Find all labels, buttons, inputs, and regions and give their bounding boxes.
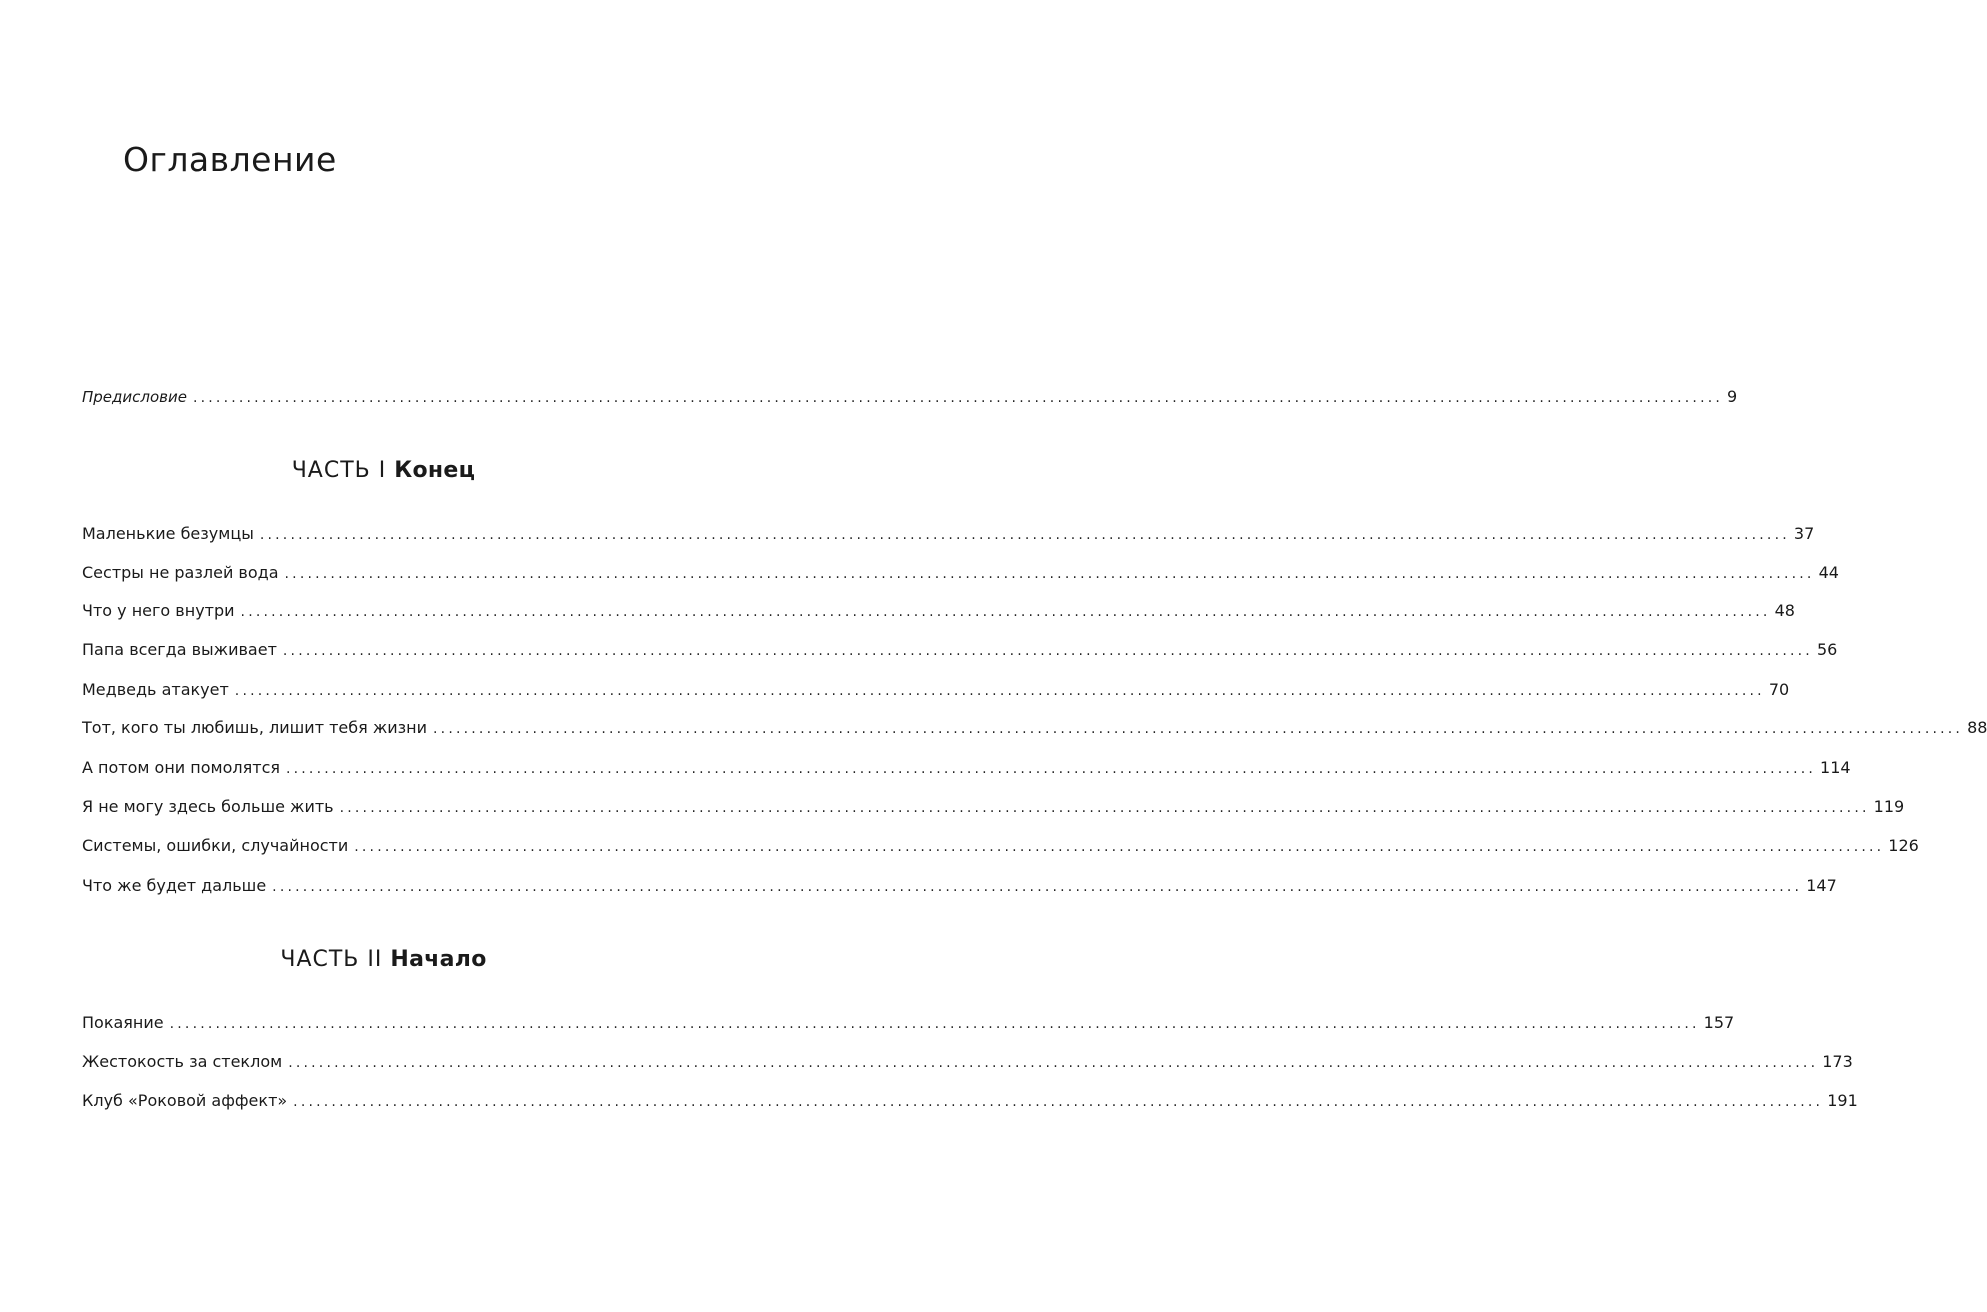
part-label: ЧАСТЬ I bbox=[291, 458, 387, 483]
dot-leader: ........................................................................................................................................................................................................ bbox=[259, 527, 1790, 543]
toc-entry-title: Маленькие безумцы bbox=[82, 521, 260, 547]
part-label: ЧАСТЬ II bbox=[280, 947, 383, 972]
dot-leader: ........................................................................................................................................................................................................ bbox=[354, 839, 1885, 855]
dot-leader: ........................................................................................................................................................................................................ bbox=[272, 879, 1803, 895]
dot-leader: ........................................................................................................................................................................................................ bbox=[433, 721, 1964, 737]
toc-page-number: 37 bbox=[1793, 524, 1815, 543]
toc-entry-title: Системы, ошибки, случайности bbox=[82, 833, 354, 859]
toc-entry[interactable] bbox=[82, 1010, 1735, 1036]
toc-entry[interactable] bbox=[82, 521, 1815, 547]
dot-leader: ........................................................................................................................................................................................................ bbox=[234, 683, 1765, 699]
toc-page-number: 119 bbox=[1873, 797, 1905, 816]
page-title: Оглавление bbox=[123, 140, 337, 179]
toc-page-number: 191 bbox=[1827, 1091, 1858, 1110]
toc-page-number: 56 bbox=[1816, 640, 1838, 659]
toc-page-number: 9 bbox=[1727, 387, 1738, 406]
toc-entry-title: Покаяние bbox=[82, 1010, 170, 1036]
toc-entry-title: Тот, кого ты любишь, лишит тебя жизни bbox=[82, 715, 433, 741]
dot-leader: ........................................................................................................................................................................................................ bbox=[240, 604, 1771, 620]
dot-leader: ........................................................................................................................................................................................................ bbox=[293, 1094, 1824, 1110]
toc-entry-title: Папа всегда выживает bbox=[82, 637, 283, 663]
part-name: Конец bbox=[394, 458, 476, 483]
toc-entry-title: Что же будет дальше bbox=[82, 873, 272, 899]
toc-page-number: 48 bbox=[1774, 601, 1795, 620]
toc-page-number: 126 bbox=[1888, 836, 1919, 855]
part-heading-2 bbox=[82, 947, 685, 972]
toc-entry-title: Жестокость за стеклом bbox=[82, 1049, 288, 1075]
toc-entry-title: Сестры не разлей вода bbox=[82, 560, 285, 586]
toc-page-number: 70 bbox=[1768, 680, 1790, 699]
toc-entry[interactable] bbox=[82, 755, 1851, 781]
part-name: Начало bbox=[390, 947, 487, 972]
toc-entry-title: Медведь атакует bbox=[82, 677, 235, 703]
toc-entry[interactable] bbox=[82, 560, 1839, 586]
toc-page-number: 157 bbox=[1703, 1013, 1735, 1032]
toc-entry[interactable] bbox=[82, 598, 1795, 624]
dot-leader: ........................................................................................................................................................................................................ bbox=[288, 1055, 1819, 1071]
toc-page-number: 44 bbox=[1818, 563, 1839, 582]
dot-leader: ........................................................................................................................................................................................................ bbox=[284, 566, 1815, 582]
toc-entry[interactable] bbox=[82, 873, 1837, 899]
toc-page-number: 147 bbox=[1806, 876, 1837, 895]
toc-entry[interactable] bbox=[82, 833, 1919, 859]
toc-entry-title: Я не могу здесь больше жить bbox=[82, 794, 340, 820]
toc-entry[interactable] bbox=[82, 1049, 1853, 1075]
part-heading-1 bbox=[82, 458, 685, 483]
toc-entry-title: Клуб «Роковой аффект» bbox=[82, 1088, 293, 1114]
toc-entry-title: Что у него внутри bbox=[82, 598, 241, 624]
dot-leader: ........................................................................................................................................................................................................ bbox=[285, 761, 1817, 777]
toc-entry-preface[interactable] bbox=[82, 384, 1738, 410]
dot-leader: ........................................................................................................................................................................................................ bbox=[169, 1016, 1700, 1032]
toc-page-number: 173 bbox=[1822, 1052, 1853, 1071]
toc-entry[interactable] bbox=[82, 677, 1790, 703]
toc-entry-title: А потом они помолятся bbox=[82, 755, 286, 781]
toc-entry[interactable] bbox=[82, 794, 1905, 820]
toc-entry-title: Предисловие bbox=[82, 384, 193, 410]
dot-leader: ........................................................................................................................................................................................................ bbox=[192, 390, 1724, 406]
dot-leader: ........................................................................................................................................................................................................ bbox=[282, 643, 1813, 659]
toc-entry[interactable] bbox=[82, 715, 1987, 741]
toc-entry[interactable] bbox=[82, 1088, 1858, 1114]
toc-page-number: 114 bbox=[1820, 758, 1851, 777]
dot-leader: ........................................................................................................................................................................................................ bbox=[339, 800, 1870, 816]
toc-page-number: 88 bbox=[1967, 718, 1987, 737]
toc-entry[interactable] bbox=[82, 637, 1838, 663]
